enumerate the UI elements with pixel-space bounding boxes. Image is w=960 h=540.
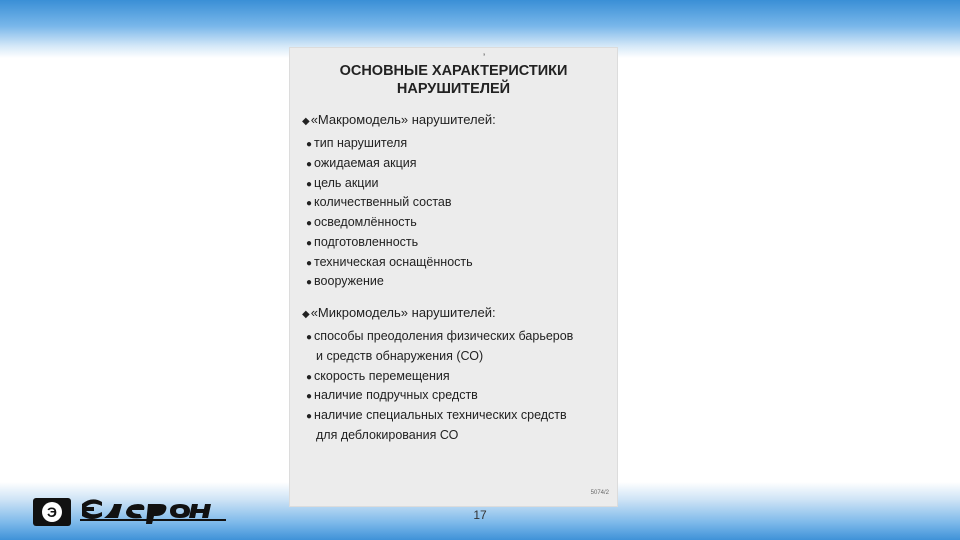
list-item: ● цель акции [306, 176, 379, 190]
list-item-continuation: для деблокирования СО [316, 428, 459, 442]
slide-title [290, 62, 617, 98]
slide-title-line1: ОСНОВНЫЕ ХАРАКТЕРИСТИКИ [339, 63, 568, 79]
diamond-bullet-icon: ◆ [302, 309, 310, 320]
bullet-icon: ● [306, 411, 313, 422]
bullet-icon: ● [306, 238, 313, 249]
bullet-icon: ● [306, 332, 313, 343]
diamond-bullet-icon: ◆ [302, 116, 310, 127]
bullet-icon: ● [306, 159, 313, 170]
bullet-icon: ● [306, 372, 313, 383]
list-item: ● наличие специальных технических средств [306, 408, 567, 422]
bullet-icon: ● [306, 179, 313, 190]
list-item: ● способы преодоления физических барьеров [306, 329, 574, 343]
slide-title-line2: НАРУШИТЕЛЕЙ [396, 81, 511, 97]
macro-heading: ◆«Макромодель» нарушителей: [302, 112, 496, 127]
bullet-icon: ● [306, 391, 313, 402]
list-item: ● наличие подручных средств [306, 388, 478, 402]
bullet-icon: ● [306, 218, 313, 229]
list-item: ● количественный состав [306, 195, 452, 209]
list-item: ● ожидаемая акция [306, 156, 417, 170]
list-item: ● техническая оснащённость [306, 255, 473, 269]
micro-heading: ◆«Микромодель» нарушителей: [302, 305, 496, 320]
bullet-icon: ● [306, 139, 313, 150]
list-item: ● осведомлённость [306, 215, 417, 229]
list-item: ● вооружение [306, 274, 384, 288]
bullet-icon: ● [306, 277, 313, 288]
bullet-icon: ● [306, 198, 313, 209]
page-number: 17 [473, 508, 487, 522]
list-item: ● подготовленность [306, 235, 419, 249]
scanned-slide [289, 47, 618, 507]
document-code: 5074/2 [590, 490, 609, 496]
list-item-continuation: и средств обнаружения (СО) [316, 349, 484, 363]
company-logo [33, 498, 71, 526]
bullet-icon: ● [306, 258, 313, 269]
list-item: ● тип нарушителя [306, 136, 408, 150]
scan-mark: ʼ [483, 53, 486, 64]
list-item: ● скорость перемещения [306, 369, 450, 383]
company-wordmark [78, 494, 228, 526]
logo-glyph: Э [47, 504, 57, 520]
